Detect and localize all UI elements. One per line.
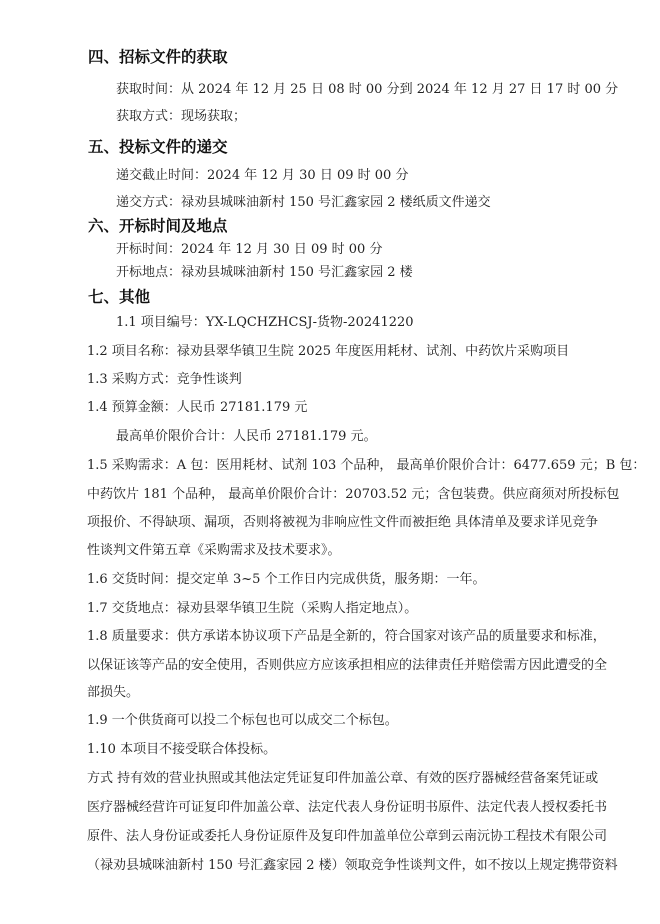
item-1-2: 1.2 项目名称：禄劝县翠华镇卫生院 2025 年度医用耗材、试剂、中药饮片采购项目 <box>87 344 570 359</box>
item-1-6: 1.6 交货时间：提交定单 3~5 个工作日内完成供货，服务期：一年。 <box>87 572 486 587</box>
item-1-8-line-3: 部损失。 <box>87 685 140 700</box>
section-7-heading: 七、其他 <box>88 288 151 306</box>
acquisition-time: 获取时间：从 2024 年 12 月 25 日 08 时 00 分到 2024 年 12 月 27 日 17 时 00 分 <box>116 82 619 97</box>
submission-method: 递交方式：禄劝县城咪油新村 150 号汇鑫家园 2 楼纸质文件递交 <box>116 195 491 210</box>
method-line-2: 医疗器械经营许可证复印件加盖公章、法定代表人身份证明书原件、法定代表人授权委托书 <box>87 800 608 815</box>
item-1-9: 1.9 一个供货商可以投二个标包也可以成交二个标包。 <box>87 713 398 728</box>
submission-deadline: 递交截止时间：2024 年 12 月 30 日 09 时 00 分 <box>116 168 409 183</box>
item-1-5-line-1: 1.5 采购需求：A 包：医用耗材、试剂 103 个品种， 最高单价限价合计：6477.659 元；B 包： <box>87 458 646 473</box>
method-line-1: 方式 持有效的营业执照或其他法定凭证复印件加盖公章、有效的医疗器械经营备案凭证或 <box>87 771 599 786</box>
opening-place: 开标地点：禄劝县城咪油新村 150 号汇鑫家园 2 楼 <box>116 265 413 280</box>
opening-time: 开标时间：2024 年 12 月 30 日 09 时 00 分 <box>116 242 383 257</box>
item-1-3: 1.3 采购方式：竞争性谈判 <box>87 372 242 387</box>
section-4-heading: 四、招标文件的获取 <box>88 48 228 66</box>
item-1-4-max-price: 最高单价限价合计：人民币 27181.179 元。 <box>116 429 377 444</box>
item-1-10: 1.10 本项目不接受联合体投标。 <box>87 742 277 757</box>
item-1-1: 1.1 项目编号：YX-LQCHZHCSJ-货物-20241220 <box>116 315 414 330</box>
item-1-5-line-4: 性谈判文件第五章《采购需求及技术要求》。 <box>87 543 341 558</box>
item-1-4: 1.4 预算金额：人民币 27181.179 元 <box>87 400 308 415</box>
method-line-4: （禄劝县城咪油新村 150 号汇鑫家园 2 楼）领取竞争性谈判文件，如不按以上规定携带资料 <box>87 858 618 873</box>
section-6-heading: 六、开标时间及地点 <box>88 217 228 235</box>
item-1-5-line-3: 项报价、不得缺项、漏项，否则将被视为非响应性文件而被拒绝 具体清单及要求详见竞争 <box>87 515 599 530</box>
method-line-3: 原件、法人身份证或委托人身份证原件及复印件加盖单位公章到云南沅协工程技术有限公司 <box>87 829 608 844</box>
section-5-heading: 五、投标文件的递交 <box>88 138 228 156</box>
item-1-5-line-2: 中药饮片 181 个品种， 最高单价限价合计：20703.52 元；含包装费。供应商须对所投标包 <box>87 487 620 502</box>
item-1-8-line-1: 1.8 质量要求：供方承诺本协议项下产品是全新的，符合国家对该产品的质量要求和标准， <box>87 629 606 644</box>
item-1-7: 1.7 交货地点：禄劝县翠华镇卫生院（采购人指定地点）。 <box>87 601 418 616</box>
acquisition-method: 获取方式：现场获取； <box>116 109 247 124</box>
item-1-8-line-2: 以保证该等产品的安全使用，否则供应方应该承担相应的法律责任并赔偿需方因此遭受的全 <box>87 658 608 673</box>
